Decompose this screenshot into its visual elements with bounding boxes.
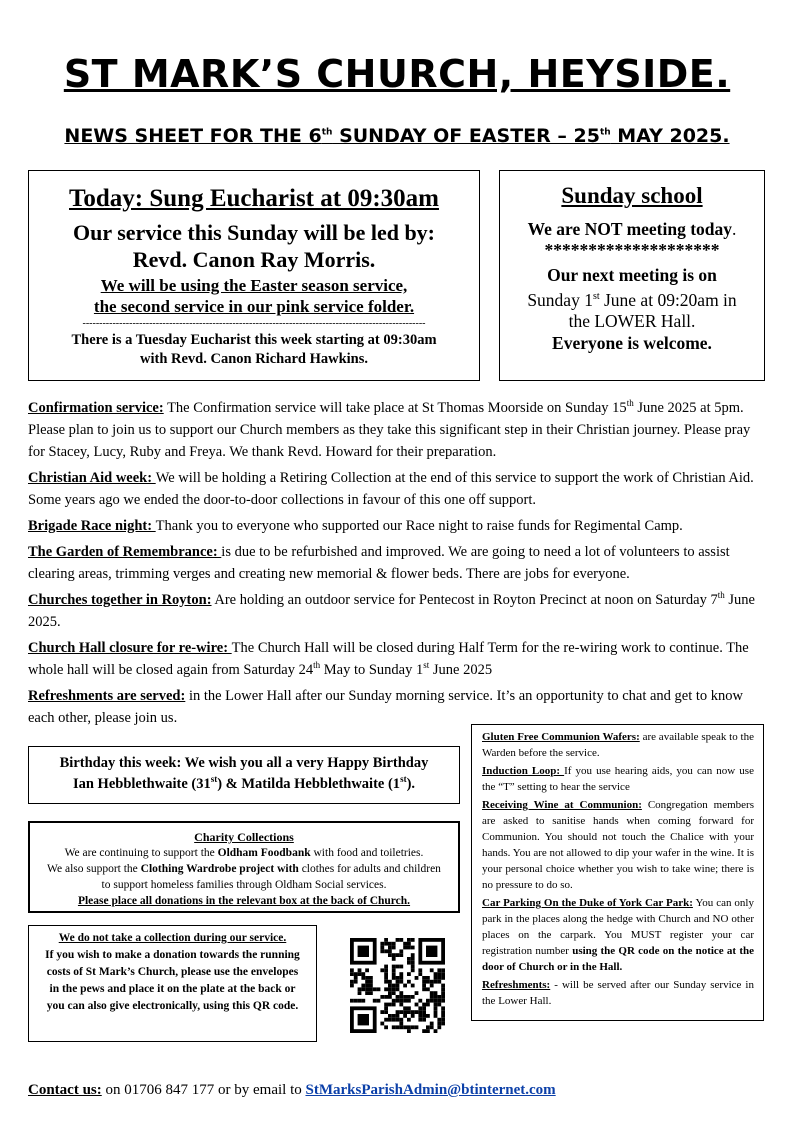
news-sheet-subtitle: NEWS SHEET FOR THE 6th SUNDAY OF EASTER – 25th MAY 2025.	[64, 125, 730, 147]
collection-box	[28, 925, 317, 1042]
notice-church-hall-closure: Church Hall closure for re-wire: The Church Hall will be closed during Half Term for the re-wiring work to continue. The whole hall will be closed again from Saturday 24th May to Sunday 1st June 2025	[28, 640, 749, 678]
info-induction-loop: Induction Loop: If you use hearing aids, you can now use the “T” setting to hear the service	[482, 765, 754, 793]
contact-line: Contact us: on 01706 847 177 or by email to StMarksParishAdmin@btinternet.com	[28, 1082, 556, 1098]
notice-christian-aid: Christian Aid week: We will be holding a Retiring Collection at the end of this service to support the work of Christian Aid. Some years ago we ended the door-to-door collections in favour of this one off support.	[28, 470, 754, 508]
notice-brigade-race-night: Brigade Race night: Thank you to everyone who supported our Race night to raise funds for Regimental Camp.	[28, 518, 683, 534]
donation-qr-code[interactable]	[340, 938, 455, 1033]
led-by-text: Our service this Sunday will be led by: Revd. Canon Ray Morris.	[72, 220, 436, 272]
charity-donation-note: Please place all donations in the relevant box at the back of Church.	[77, 895, 411, 907]
page-title: ST MARK’S CHURCH, HEYSIDE.	[63, 52, 731, 96]
tuesday-eucharist-note: There is a Tuesday Eucharist this week starting at 09:30am with Revd. Canon Richard Hawkins.	[71, 332, 437, 367]
today-heading: Today: Sung Eucharist at 09:30am	[69, 185, 439, 212]
sunday-school-heading: Sunday school	[561, 183, 703, 208]
notice-garden-of-remembrance: The Garden of Remembrance: is due to be refurbished and improved. We are going to need a lot of volunteers to assist clearing areas, trimming verges and creating new memorial & flower beds. There are jobs for everyone.	[28, 544, 730, 582]
info-box	[471, 724, 764, 1021]
info-refreshments: Refreshments: - will be served after our Sunday service in the Lower Hall.	[482, 979, 754, 1007]
sunday-school-box	[499, 170, 765, 381]
notice-confirmation: Confirmation service: The Confirmation service will take place at St Thomas Moorside on Sunday 15th June 2025 at 5pm. Please plan to join us to support our Church members as they take this significant step in their Christian journey. Please pray for Stacey, Lucy, Ruby and Freya. We thank Revd. Howard for their preparation.	[28, 398, 751, 460]
charity-collections-box	[28, 821, 460, 913]
divider: -------------------------------------------------------------------------------------------------------	[82, 319, 426, 329]
today-service-box	[28, 170, 480, 381]
charity-wardrobe-text: We also support the Clothing Wardrobe project with clothes for adults and children to support homeless families through Oldham Social services.	[47, 863, 441, 891]
collection-text: If you wish to make a donation towards the running costs of St Mark’s Church, please use the envelopes in the pews and place it on the plate at the back or you can also give electronically, using this QR code.	[45, 949, 300, 1012]
collection-heading: We do not take a collection during our service.	[58, 932, 287, 944]
contact-email-link[interactable]: StMarksParishAdmin@btinternet.com	[305, 1082, 556, 1098]
info-gluten-free: Gluten Free Communion Wafers: are available speak to the Warden before the service.	[482, 731, 754, 759]
notices-section	[28, 397, 766, 733]
contact-label: Contact us:	[28, 1082, 102, 1098]
info-receiving-wine: Receiving Wine at Communion: Congregation members are asked to sanitise hands when coming forward for Communion. You should not touch the Chalice with your hands. You are not allowed to dip your wafer in the wine. It is your personal choice whether you wish to take wine; there is no pressure to do so.	[482, 799, 754, 891]
charity-heading: Charity Collections	[194, 830, 294, 844]
sunday-school-text: We are NOT meeting today. ******************** Our next meeting is on Sunday 1st June at 09:20am in the LOWER Hall. Everyone is welcome.	[527, 219, 737, 353]
notice-refreshments: Refreshments are served: in the Lower Hall after our Sunday morning service. It’s an opportunity to chat and get to know each other, please join us.	[28, 688, 744, 726]
info-car-parking: Car Parking On the Duke of York Car Park: You can only park in the places along the hedge with Church and NO other places on the carpark. You MUST register your car registration number using the QR code on the notice at the door of Church or in the Hall.	[482, 897, 755, 973]
charity-foodbank-text: We are continuing to support the Oldham Foodbank with food and toiletries.	[64, 847, 424, 859]
birthday-box: Birthday this week: We wish you all a very Happy Birthday Ian Hebblethwaite (31st) & Matilda Hebblethwaite (1st).	[28, 746, 460, 804]
season-service-note: We will be using the Easter season service, the second service in our pink service folder.	[93, 276, 415, 316]
notice-churches-together: Churches together in Royton: Are holding an outdoor service for Pentecost in Royton Precinct at noon on Saturday 7th June 2025.	[28, 590, 755, 630]
